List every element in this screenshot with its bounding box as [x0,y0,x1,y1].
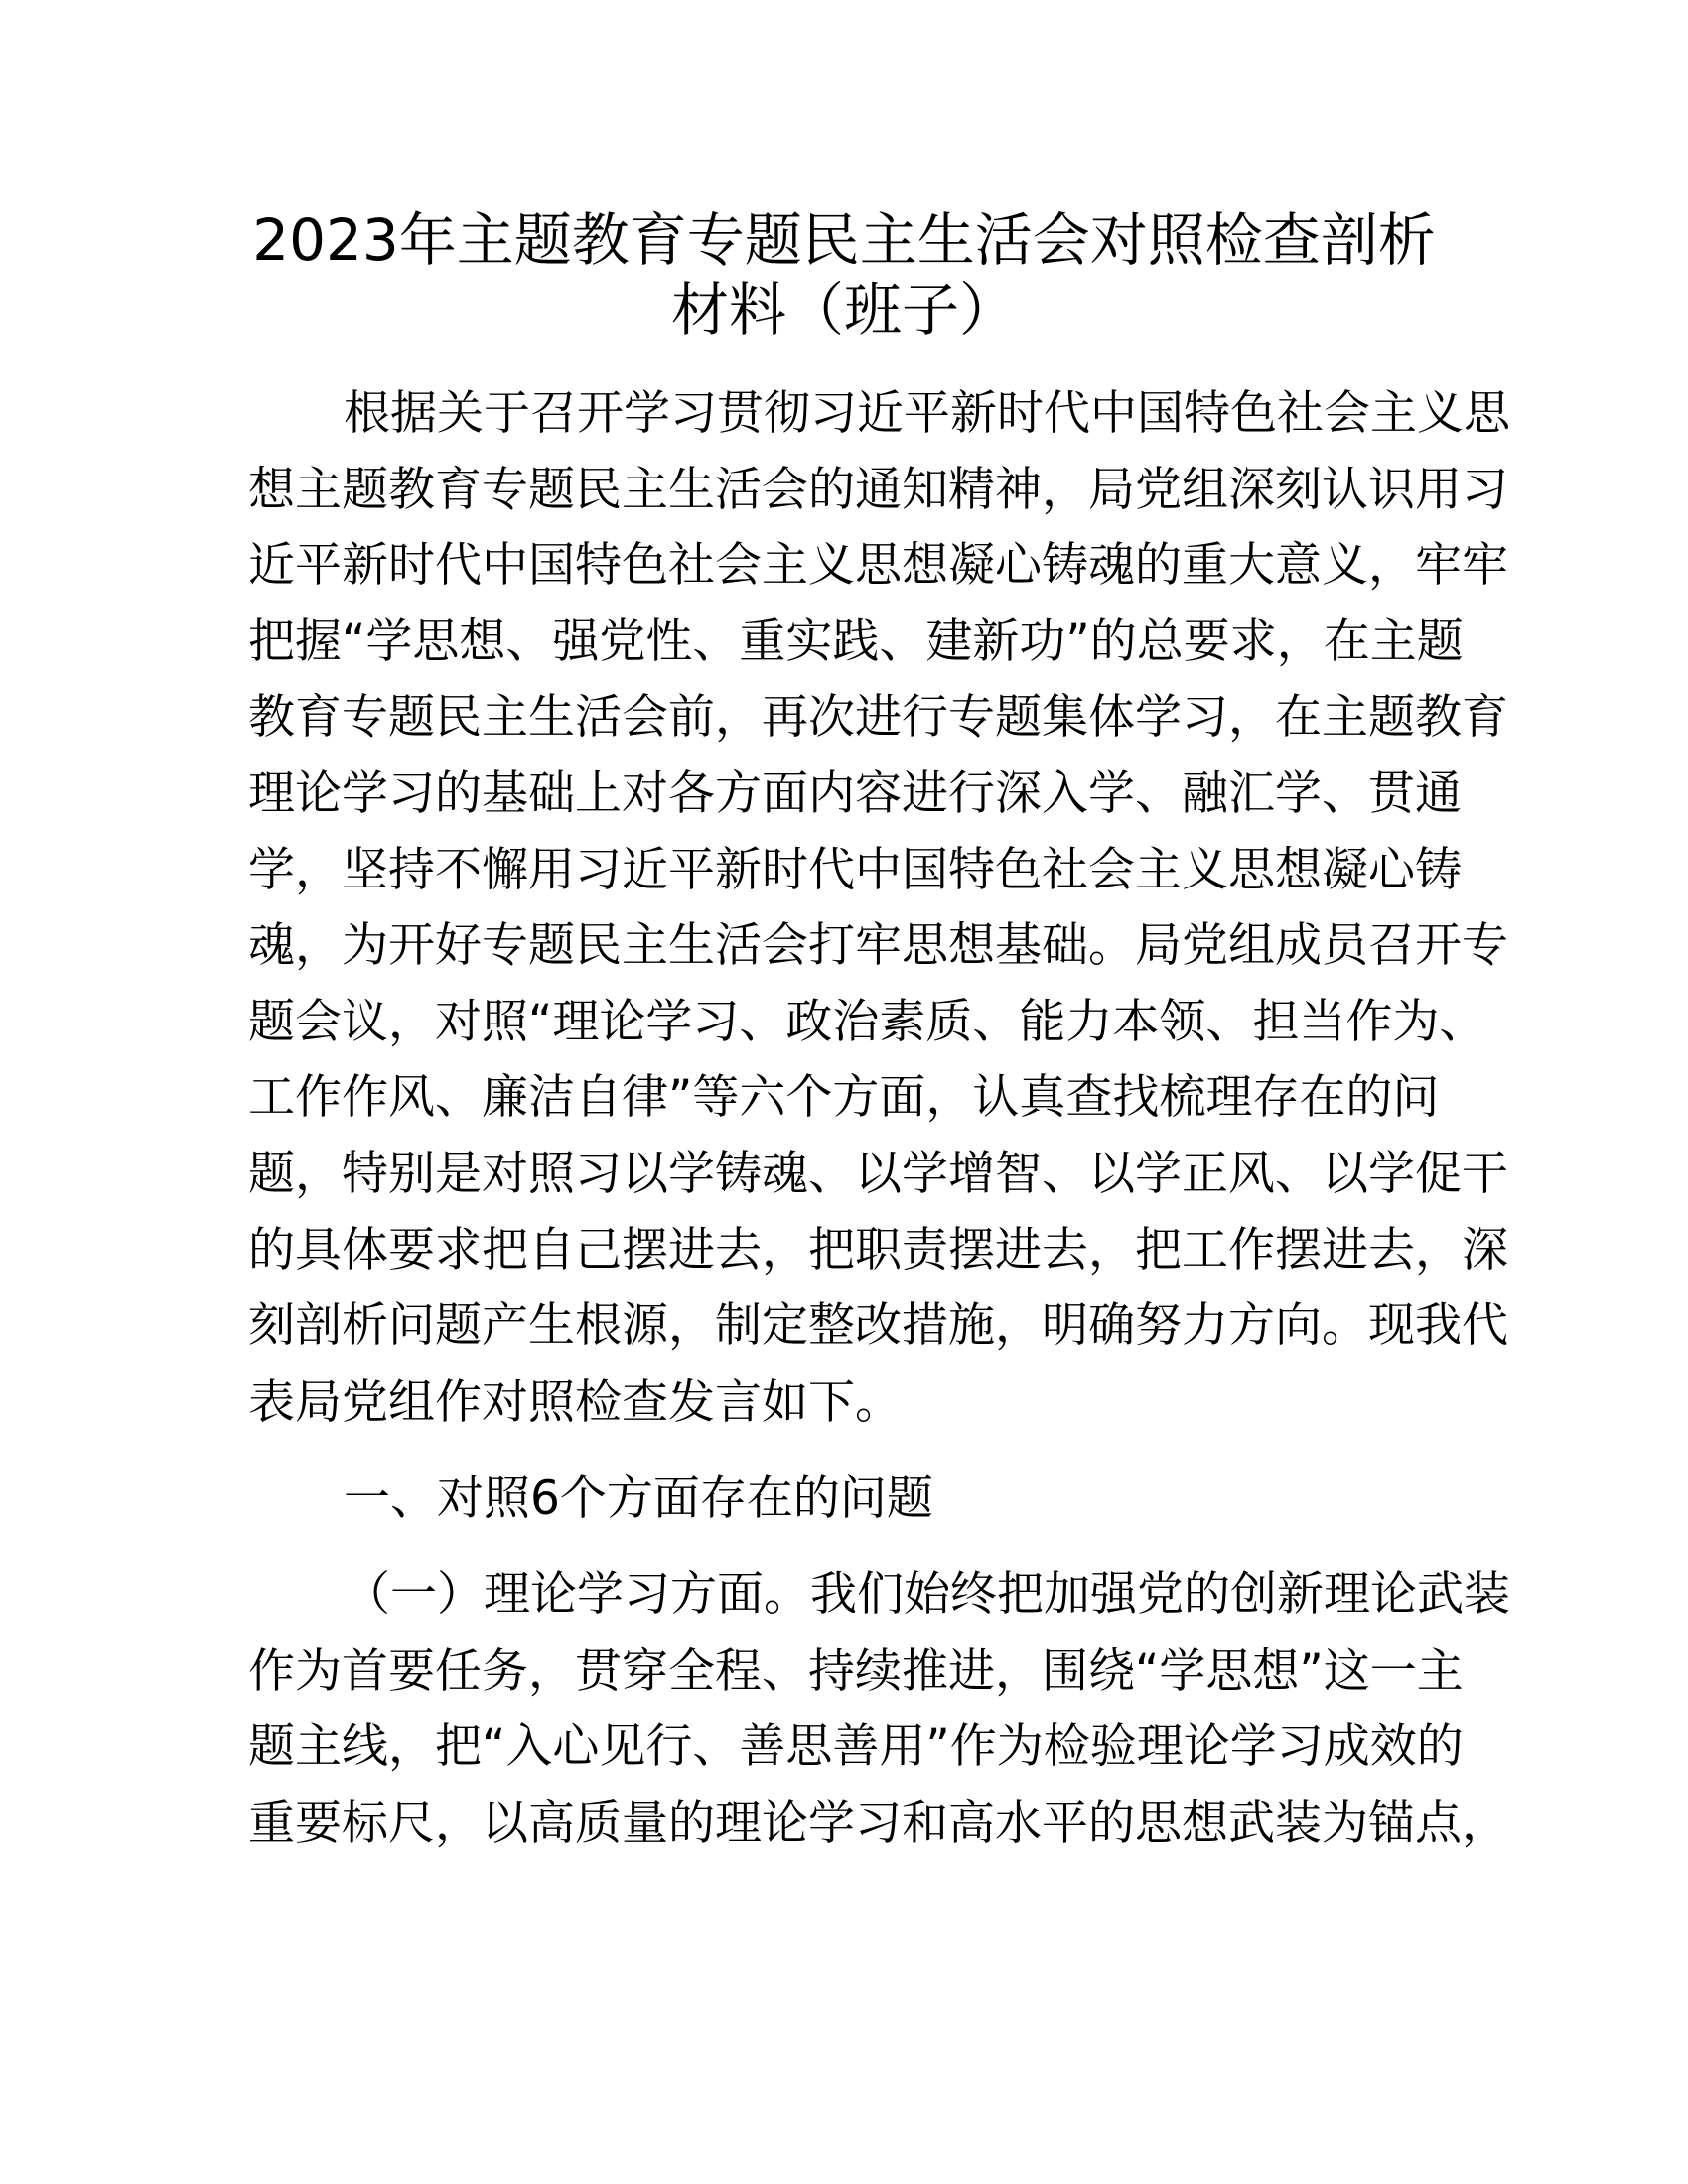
intro-paragraph [248,376,1510,1440]
paragraph-line: 表局党组作对照检查发言如下。 [248,1374,902,1430]
paragraph-line: 题会议，对照“理论学习、政治素质、能力本领、担当作为、 [248,994,1486,1049]
theory-study-paragraph [248,1558,1510,1861]
document-title-line-2: 材料（班子） [670,276,1017,343]
paragraph-line: 理论学习的基础上对各方面内容进行深入学、融汇学、贯通 [248,765,1462,821]
paragraph-line: 题主线，把“入心见行、善思善用”作为检验理论学习成效的 [248,1719,1464,1775]
paragraph-line: （一）理论学习方面。我们始终把加强党的创新理论武装 [344,1568,1510,1622]
paragraph-line: 想主题教育专题民主生活会的通知精神，局党组深刻认识用习 [248,462,1508,517]
paragraph-line: 的具体要求把自己摆进去，把职责摆进去，把工作摆进去，深 [248,1222,1508,1278]
paragraph-line: 魂，为开好专题民主生活会打牢思想基础。局党组成员召开专 [248,918,1508,974]
paragraph-line: 根据关于召开学习贯彻习近平新时代中国特色社会主义思 [344,386,1510,441]
paragraph-line: 刻剖析问题产生根源，制定整改措施，明确努力方向。现我代 [248,1298,1508,1354]
paragraph-line: 作为首要任务，贯穿全程、持续推进，围绕“学思想”这一主 [248,1643,1464,1699]
paragraph-line: 学，坚持不懈用习近平新时代中国特色社会主义思想凝心铸 [248,842,1462,897]
paragraph-line: 题，特别是对照习以学铸魂、以学增智、以学正风、以学促干 [248,1146,1508,1201]
section-heading [248,1461,1427,1538]
paragraph-line: 重要标尺，以高质量的理论学习和高水平的思想武装为锚点， [248,1795,1508,1850]
paragraph-line: 工作作风、廉洁自律”等六个方面，认真查找梳理存在的问 [248,1070,1440,1126]
paragraph-line: 近平新时代中国特色社会主义思想凝心铸魂的重大意义，牢牢 [248,538,1508,594]
section-heading-text: 一、对照6个方面存在的问题 [344,1471,933,1526]
paragraph-line: 教育专题民主生活会前，再次进行专题集体学习，在主题教育 [248,690,1508,746]
paragraph-line: 把握“学思想、强党性、重实践、建新功”的总要求，在主题 [248,614,1464,669]
document-title-line-1: 2023年主题教育专题民主生活会对照检查剖析 [252,206,1436,274]
